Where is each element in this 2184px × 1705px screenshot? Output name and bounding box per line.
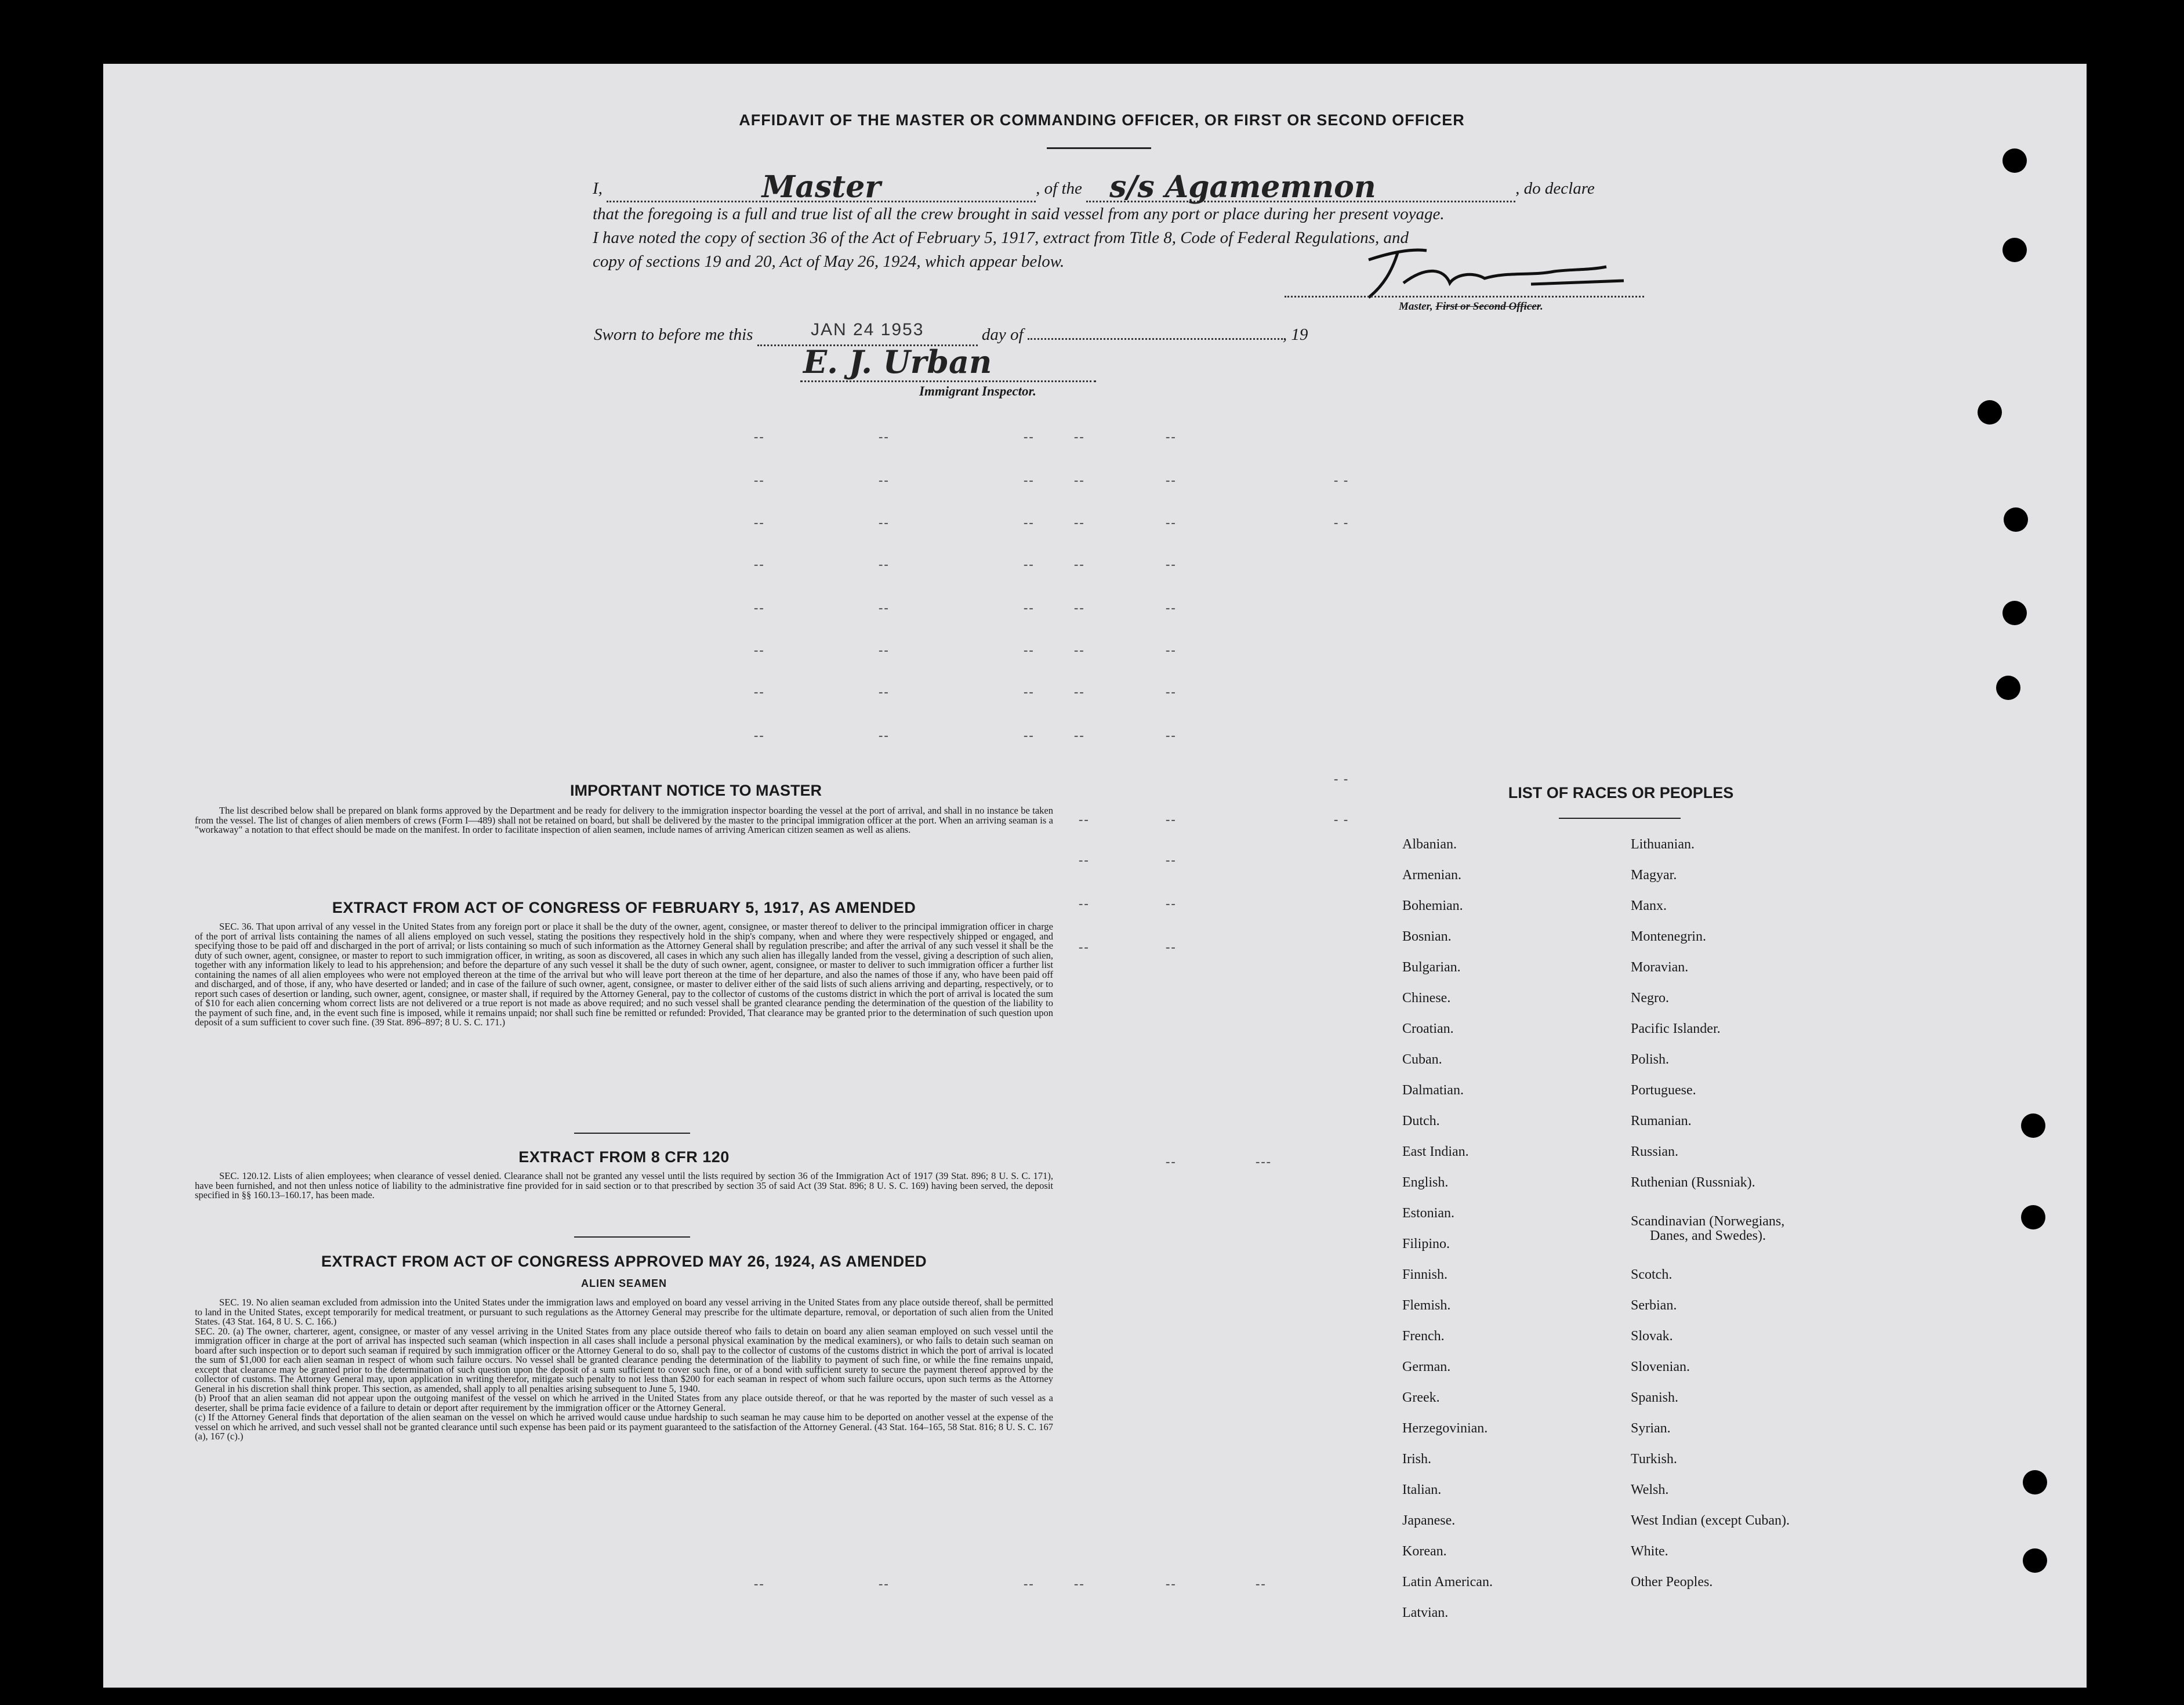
race-item: Latin American. xyxy=(1402,1575,1493,1590)
race-item: Latvian. xyxy=(1402,1605,1449,1620)
inspector-signature: E. J. Urban xyxy=(803,343,992,380)
faint-dash-marks: -- xyxy=(879,473,890,487)
inspector-label: Immigrant Inspector. xyxy=(919,384,1036,398)
binder-hole xyxy=(2002,238,2027,262)
faint-dash-marks: -- xyxy=(1074,728,1085,742)
faint-dash-marks: -- xyxy=(1024,429,1035,444)
binder-hole xyxy=(2004,507,2028,532)
race-item: English. xyxy=(1402,1175,1449,1190)
faint-dash-marks: -- xyxy=(1079,852,1090,867)
notice-title: IMPORTANT NOTICE TO MASTER xyxy=(570,782,822,799)
race-item: Estonian. xyxy=(1402,1206,1454,1221)
faint-dash-marks: -- xyxy=(879,684,890,699)
caption-struck-officers: First or Second Officer xyxy=(1435,300,1541,313)
declaration-line-2: that the foregoing is a full and true list of all the crew brought in said vessel from any port or place during her present voyage. xyxy=(593,205,1445,223)
race-item: Ruthenian (Russniak). xyxy=(1631,1175,1755,1190)
race-item: Serbian. xyxy=(1631,1298,1677,1313)
race-item: Bulgarian. xyxy=(1402,960,1461,975)
faint-dash-marks: -- xyxy=(879,600,890,615)
race-item: Spanish. xyxy=(1631,1390,1679,1405)
faint-dash-marks: -- xyxy=(1024,600,1035,615)
race-item: Slovak. xyxy=(1631,1329,1673,1344)
race-item: Turkish. xyxy=(1631,1452,1677,1467)
faint-dash-marks: -- xyxy=(1166,1576,1177,1591)
year-label: , 19 xyxy=(1282,325,1308,344)
race-item: Chinese. xyxy=(1402,991,1451,1006)
faint-dash-marks: -- xyxy=(879,1576,890,1591)
faint-dash-marks: -- xyxy=(1024,473,1035,487)
race-item: Danes, and Swedes). xyxy=(1650,1228,1766,1243)
officer-signature-scrawl xyxy=(1334,242,1635,300)
race-item: Lithuanian. xyxy=(1631,837,1695,852)
race-item: Pacific Islander. xyxy=(1631,1021,1721,1036)
faint-dash-marks: -- xyxy=(1079,812,1090,826)
day-of-label: day of xyxy=(981,325,1024,344)
section-rule xyxy=(574,1236,690,1238)
extract-cfr-title: EXTRACT FROM 8 CFR 120 xyxy=(518,1148,730,1166)
master-name-field xyxy=(607,169,1036,205)
faint-dash-marks: -- xyxy=(879,728,890,742)
faint-dash-marks: -- xyxy=(1079,896,1090,910)
race-item: Slovenian. xyxy=(1631,1359,1690,1374)
faint-dash-marks: -- xyxy=(1074,473,1085,487)
faint-dash-marks: -- xyxy=(1166,600,1177,615)
notice-body: The list described below shall be prepared on blank forms approved by the Department and be ready for delivery to the immigration inspector boarding the vessel at the port of arrival, and shall in no instance be taken from the vessel. The list of changes of alien members of crews (Form I—489) shall not be retained on board, but shall be delivered by the master to the principal immigration officer at the port. When an arriving seaman is a "workaway" a notation to that effect should be made on the manifest. In order to facilitate inspection of alien seamen, include names of arriving American citizen seamen as well as aliens. xyxy=(195,805,1053,835)
race-item: Welsh. xyxy=(1631,1482,1669,1497)
faint-dash-marks: -- xyxy=(754,643,765,657)
faint-dash-marks: -- xyxy=(754,728,765,742)
race-item: Scotch. xyxy=(1631,1267,1673,1282)
faint-dash-marks: -- xyxy=(1166,429,1177,444)
faint-dash-marks: - - xyxy=(1334,771,1349,786)
form-sheet xyxy=(103,64,2087,1688)
faint-dash-marks: -- xyxy=(1074,1576,1085,1591)
faint-dash-marks: -- xyxy=(754,557,765,571)
section-rule xyxy=(574,1133,690,1134)
races-title-rule xyxy=(1559,818,1681,819)
date-stamp: JAN 24 1953 xyxy=(810,320,924,339)
faint-dash-marks: -- xyxy=(1166,728,1177,742)
extract-1924-body: SEC. 19. No alien seaman excluded from admission into the United States under the immigration laws and employed on board any vessel arriving in the United States from any place outside thereof, shall be permitted to land in the United States, except temporarily for medical treatment, or pursuant to such regulations as the Attorney General may prescribe for the ultimate departure, removal, or deportation of such alien from the United States. (43 Stat. 164, 8 U. S. C. 166.) SEC. 20. (a) The owner, charterer, agent, consignee, or master of any vessel arriving in the United States from any place outside thereof who fails to detain on board any alien seaman employed on such vessel until the immigration officer in charge at the port of arrival has inspected such seaman (which inspection in all cases shall include a personal physical examination by the medical examiners), or who fails to detain such seaman on board after such inspection or to deport such seaman if required by such immigration officer or the Attorney General to do so, shall pay to the collector of customs of the customs district in which the port of arrival is located the sum of $1,000 for each alien seaman in respect of whom such failure occurs. No vessel shall be granted clearance pending the determination of the liability to payment of such fine, or while the fine remains unpaid, except that clearance may be granted prior to the determination of such question upon the deposit of a sum sufficient to cover such fine, or of a bond with sufficient surety to secure the payment thereof approved by the collector of customs. The Attorney General may, upon application in writing therefor, mitigate such penalty to not less than $200 for each seaman in respect of whom such failure occurs, upon such terms as the Attorney General in his discretion shall think proper. This section, as amended, shall apply to all penalties arising subsequent to June 5, 1940. (b) Proof that an alien seaman did not appear upon the outgoing manifest of the vessel on which he arrived in the United States from any place outside thereof, or that he was reported by the master of such vessel as a deserter, shall be prima facie evidence of a failure to detain or deport after requirement by the immigration officer or the Attorney General. (c) If the Attorney General finds that deportation of the alien seaman on the vessel on which he arrived would cause undue hardship to such seaman he may cause him to be deported on another vessel at the expense of the vessel on which he arrived, and such vessel shall not be granted clearance until such expense has been paid or its payment guaranteed to the satisfaction of the Attorney General. (43 Stat. 164–165, 58 Stat. 816; 8 U. S. C. 167 (a), 167 (c).) xyxy=(195,1297,1053,1442)
declaration-line-3: I have noted the copy of section 36 of the Act of February 5, 1917, extract from Title 8, Code of Federal Regulations, and xyxy=(593,228,1409,247)
binder-hole xyxy=(1996,676,2020,700)
affidavit-title: AFFIDAVIT OF THE MASTER OR COMMANDING OFFICER, OR FIRST OR SECOND OFFICER xyxy=(739,111,1465,129)
faint-dash-marks: -- xyxy=(1074,429,1085,444)
race-item: Armenian. xyxy=(1402,868,1461,883)
race-item: Magyar. xyxy=(1631,868,1677,883)
race-item: Irish. xyxy=(1402,1452,1431,1467)
faint-dash-marks: -- xyxy=(1166,643,1177,657)
race-item: Greek. xyxy=(1402,1390,1440,1405)
binder-hole xyxy=(2002,601,2027,625)
faint-dash-marks: -- xyxy=(879,557,890,571)
inspector-signature-line xyxy=(800,380,1096,382)
race-item: Albanian. xyxy=(1402,837,1457,852)
binder-hole xyxy=(1978,400,2002,425)
faint-dash-marks: - - xyxy=(1334,515,1349,529)
faint-dash-marks: -- xyxy=(1074,684,1085,699)
faint-dash-marks: -- xyxy=(1074,557,1085,571)
faint-dash-marks: -- xyxy=(1079,939,1090,954)
sworn-label: Sworn to before me this xyxy=(594,325,753,344)
extract-1917-body: SEC. 36. That upon arrival of any vessel in the United States from any foreign port or place it shall be the duty of the owner, agent, consignee, or master thereof to deliver to the principal immigration officer in charge of the port of arrival lists containing the names of all aliens employed on such vessel, stating the positions they respectively hold in the ship's company, when and where they were respectively shipped or engaged, and specifying those to be paid off and discharged in the port of arrival; or lists containing so much of such information as the Attorney General shall by regulation prescribe; and after the arrival of any such vessel it shall be the duty of such owner, agent, consignee, or master to report to such immigration officer, in writing, as soon as discovered, all cases in which any such alien has illegally landed from the vessel, giving a description of such alien, together with any information likely to lead to his apprehension; and before the departure of any such vessel it shall be the duty of such owner, agent, consignee, or master to deliver to such immigration officer a further list containing the names of all alien employees who were not employed thereon at the time of the arrival but who will leave port thereon at the time of her departure, and also the names of those if any, who have been paid off and discharged, and of those, if any, who have deserted or landed; and in case of the failure of such owner, agent, consignee, or master to deliver either of the said lists of such aliens arriving and departing, respectively, or to report such cases of desertion or landing, such owner, agent, consignee, or master shall, if required by the Attorney General, pay to the collector of customs of the customs district in which the port of arrival is located the sum of $10 for each alien concerning whom correct lists are not delivered or a true report is not made as above required; and no such vessel shall be granted clearance pending the determination of the question of the liability to the payment of such fine, and, in the event such fine is imposed, while it remains unpaid; nor shall such fine be remitted or refunded: Provided, That clearance may be granted prior to the determination of such question upon deposit of a sum sufficient to cover such fine. (39 Stat. 896–897; 8 U. S. C. 171.) xyxy=(195,921,1053,1028)
race-item: White. xyxy=(1631,1544,1668,1559)
signature-caption xyxy=(1399,300,1543,313)
faint-dash-marks: -- xyxy=(1166,939,1177,954)
title-rule xyxy=(1047,147,1151,149)
faint-dash-marks: -- xyxy=(1024,728,1035,742)
officer-signature xyxy=(1334,242,1635,303)
extract-1917-title: EXTRACT FROM ACT OF CONGRESS OF FEBRUARY 5, 1917, AS AMENDED xyxy=(332,899,916,916)
faint-dash-marks: -- xyxy=(1166,473,1177,487)
faint-dash-marks: -- xyxy=(1074,643,1085,657)
master-name-handwriting: Master xyxy=(761,169,881,205)
i-label: I, xyxy=(593,179,603,198)
races-title: LIST OF RACES OR PEOPLES xyxy=(1508,784,1734,801)
extract-1924-title: EXTRACT FROM ACT OF CONGRESS APPROVED MAY 26, 1924, AS AMENDED xyxy=(321,1253,927,1270)
faint-dash-marks: -- xyxy=(879,643,890,657)
faint-dash-marks: - - xyxy=(1334,812,1349,826)
race-item: Filipino. xyxy=(1402,1236,1450,1251)
race-item: Scandinavian (Norwegians, xyxy=(1631,1214,1785,1229)
binder-hole xyxy=(2023,1548,2047,1573)
race-item: East Indian. xyxy=(1402,1144,1469,1159)
vessel-name-handwriting: s/s Agamemnon xyxy=(1109,169,1376,205)
faint-dash-marks: -- xyxy=(1166,684,1177,699)
race-item: Manx. xyxy=(1631,898,1667,913)
faint-dash-marks: -- xyxy=(754,473,765,487)
binder-hole xyxy=(2023,1470,2047,1494)
race-item: Polish. xyxy=(1631,1052,1670,1067)
race-item: Dalmatian. xyxy=(1402,1083,1464,1098)
binder-hole xyxy=(2021,1205,2045,1229)
caption-period: . xyxy=(1540,300,1543,313)
race-item: Finnish. xyxy=(1402,1267,1448,1282)
race-item: Cuban. xyxy=(1402,1052,1442,1067)
faint-dash-marks: - - xyxy=(1334,473,1349,487)
faint-dash-marks: --- xyxy=(1256,1154,1272,1169)
declaration-line-4: copy of sections 19 and 20, Act of May 26, 1924, which appear below. xyxy=(593,252,1065,271)
race-item: Italian. xyxy=(1402,1482,1442,1497)
race-item: Croatian. xyxy=(1402,1021,1454,1036)
faint-dash-marks: -- xyxy=(754,515,765,529)
faint-dash-marks: -- xyxy=(1256,1576,1267,1591)
faint-dash-marks: -- xyxy=(1024,557,1035,571)
race-item: Negro. xyxy=(1631,991,1669,1006)
alien-seamen-subtitle: ALIEN SEAMEN xyxy=(581,1278,667,1289)
faint-dash-marks: -- xyxy=(1166,1154,1177,1169)
faint-dash-marks: -- xyxy=(1166,812,1177,826)
race-item: West Indian (except Cuban). xyxy=(1631,1513,1790,1528)
faint-dash-marks: -- xyxy=(1166,557,1177,571)
faint-dash-marks: -- xyxy=(879,515,890,529)
faint-dash-marks: -- xyxy=(1166,896,1177,910)
race-item: French. xyxy=(1402,1329,1445,1344)
race-item: Russian. xyxy=(1631,1144,1679,1159)
extract-cfr-body: SEC. 120.12. Lists of alien employees; when clearance of vessel denied. Clearance shall not be granted any vessel until the lists required by section 36 of the Immigration Act of 1917 (39 Stat. 896; 8 U. S. C. 171), have been furnished, and not then unless notice of liability to the administrative fine provided for in said section or to that prescribed by section 35 of said Act (39 Stat. 896; 8 U. S. C. 169) having been served, the deposit specified in §§ 160.13–160.17, has been made. xyxy=(195,1170,1053,1200)
of-the-label: , of the xyxy=(1036,179,1082,198)
faint-dash-marks: -- xyxy=(879,429,890,444)
faint-dash-marks: -- xyxy=(754,600,765,615)
race-item: Japanese. xyxy=(1402,1513,1456,1528)
faint-dash-marks: -- xyxy=(1024,684,1035,699)
faint-dash-marks: -- xyxy=(754,1576,765,1591)
faint-dash-marks: -- xyxy=(1166,852,1177,867)
race-item: German. xyxy=(1402,1359,1451,1374)
faint-dash-marks: -- xyxy=(1024,643,1035,657)
vessel-name-field xyxy=(1086,169,1515,205)
race-item: Dutch. xyxy=(1402,1113,1440,1129)
signature-line xyxy=(1285,296,1644,298)
race-item: Rumanian. xyxy=(1631,1113,1692,1129)
faint-dash-marks: -- xyxy=(754,684,765,699)
race-item: Montenegrin. xyxy=(1631,929,1706,944)
race-item: Portuguese. xyxy=(1631,1083,1696,1098)
faint-dash-marks: -- xyxy=(1024,1576,1035,1591)
race-item: Moravian. xyxy=(1631,960,1689,975)
faint-dash-marks: -- xyxy=(754,429,765,444)
month-field xyxy=(1028,338,1283,340)
binder-hole xyxy=(2002,148,2027,173)
declaration-line-1 xyxy=(593,169,1648,205)
caption-master: Master, xyxy=(1399,300,1436,313)
binder-hole xyxy=(2021,1113,2045,1138)
declare-label: , do declare xyxy=(1515,179,1595,198)
faint-dash-marks: -- xyxy=(1166,515,1177,529)
race-item: Flemish. xyxy=(1402,1298,1451,1313)
race-item: Bosnian. xyxy=(1402,929,1452,944)
race-item: Other Peoples. xyxy=(1631,1575,1713,1590)
race-item: Bohemian. xyxy=(1402,898,1463,913)
race-item: Syrian. xyxy=(1631,1421,1671,1436)
faint-dash-marks: -- xyxy=(1074,515,1085,529)
race-item: Herzegovinian. xyxy=(1402,1421,1488,1436)
race-item: Korean. xyxy=(1402,1544,1447,1559)
faint-dash-marks: -- xyxy=(1024,515,1035,529)
faint-dash-marks: -- xyxy=(1074,600,1085,615)
